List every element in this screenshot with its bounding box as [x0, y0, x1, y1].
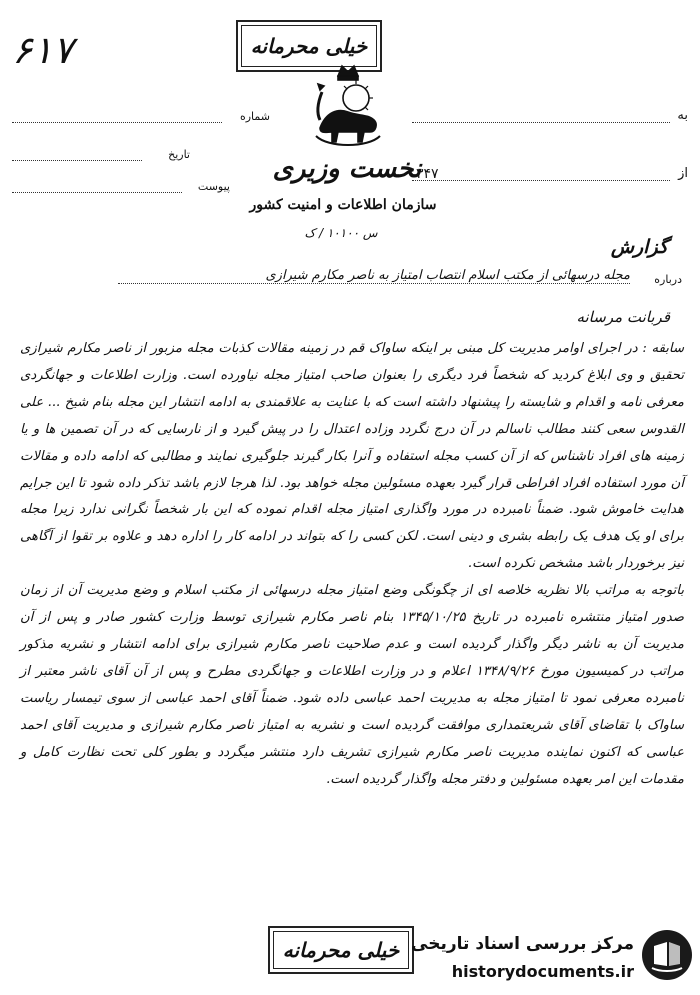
reference-code: س ۱۰۱۰۰ / ک — [304, 226, 378, 240]
archive-url: historydocuments.ir — [451, 962, 634, 981]
attachment-field — [12, 180, 230, 198]
report-label: گزارش — [610, 236, 668, 258]
subject-text: مجله درسهائی از مکتب اسلام انتصاب امتیاز به ناصر مکارم شیرازی — [118, 268, 630, 284]
body-paragraph: سابقه : در اجرای اوامر مدیریت کل مبنی بر اینکه ساواک قم در زمینه مقالات کذبات مجله مزبور از ناصر مکارم شیرازی تحقیق و وی ابلاغ کردید که شخصاً فرد دیگری را بعنوان صاحب امتیاز مجله نیاورده است. وزارت اطلاعات و جهانگردی معرفی نامه و اقدام و شایسته را پیشنهاد داشته است که با عنایت به علاقمندی به ادامه انتشار این مجله بنام شیخ ... علی القدوس سعی کنند مطالب ناسالم در آن درج نگردد وزاده اعتدال را در پیش گیرد و از نارسایی که در آن تصمین ها و یا زمینه های افراد ناشناس که از آن کسب مجله استفاده و آنرا بکار گیرند جلوگیری نمایند و مطالبی که ادامه داده و مقالات آن مورد استفاده افراد افراطی قرار گیرد بعهده مسئولین مجله خواهد بود. لذا هرجا لازم باشد تذکر داده شود تا این جرایم هدایت خاموش شود. ضمناً نامبرده در مورد واگذاری امتیاز مجله اقدام نموده که این بار شخصاً نگرانی ندارد زیرا مجله برای او یک هدف یک رابطه بشری و دینی است. لکن کسی را که بتواند در ادامه کار را اداره دهد و علاوه بر تقوا از آگاهی نیز برخوردار باشد مشخص نکرده است. — [20, 341, 684, 572]
report-body — [20, 336, 684, 793]
archive-name: مرکز بررسی اسناد تاریخی — [411, 934, 634, 954]
attachment-label: پیوست — [197, 180, 230, 193]
subject-row — [118, 268, 682, 290]
salutation: قربانت مرسانه — [576, 308, 670, 326]
number-label: شماره — [239, 110, 270, 123]
date-label: تاریخ — [168, 148, 190, 161]
archive-watermark — [411, 924, 694, 992]
sender-label: از — [678, 166, 688, 181]
archive-logo-icon — [640, 928, 694, 982]
organization-subtitle: سازمان اطلاعات و امنیت کشور — [249, 197, 437, 213]
recipient-field — [412, 110, 688, 128]
lion-and-sun-emblem-icon — [298, 62, 398, 154]
confidential-stamp-top: خیلی محرمانه — [236, 20, 382, 72]
date-field — [12, 148, 190, 166]
recipient-label: به — [677, 108, 688, 123]
organization-title: نخست وزیری — [272, 154, 422, 184]
sender-number: ۳۴۷ — [416, 166, 439, 182]
handwritten-document-number: ۶۱۷ — [12, 28, 74, 72]
sender-field — [412, 168, 688, 186]
body-paragraph: باتوجه به مراتب بالا نظریه خلاصه ای از چگونگی وضع امتیاز مجله درسهائی از مکتب اسلام و وضع مدیریت آن از زمان صدور امتیاز منتشره نامبرده در تاریخ ۱۳۴۵/۱۰/۲۵ بنام ناصر مکارم شیرازی توسط وزارت کشور صادر و پس از آن مدیریت آن به ناشر دیگر واگذار گردیده است و عدم صلاحیت ناصر مکارم شیرازی برای ادامه انتشار و نشریه مذکور مراتب در کمیسیون مورخ ۱۳۴۸/۹/۲۶ اعلام و در وزارت اطلاعات و جهانگردی مطرح و پس از آن آقای ناشر معتبر از نامبرده معرفی نمود تا امتیاز مجله به مدیریت احمد عباسی داده شود. ضمناً آقای احمد عباسی از سوی تیمسار ریاست ساواک با تقاضای آقای شریعتمداری موافقت گردیده است و نشریه به امتیاز ناصر مکارم شیرازی و مدیریت آقای احمد عباسی که اکنون نماینده مدیریت ناصر مکارم شیرازی تشریف دارد منتشر میگردد و بطور کلی تحت نظارت کامل و مقدمات این امر بعهده مسئولین و دفتر مجله واگذار گردیده است. — [20, 583, 684, 787]
subject-label: درباره — [654, 273, 682, 286]
confidential-stamp-bottom: خیلی محرمانه — [268, 926, 414, 974]
number-field — [12, 110, 270, 128]
